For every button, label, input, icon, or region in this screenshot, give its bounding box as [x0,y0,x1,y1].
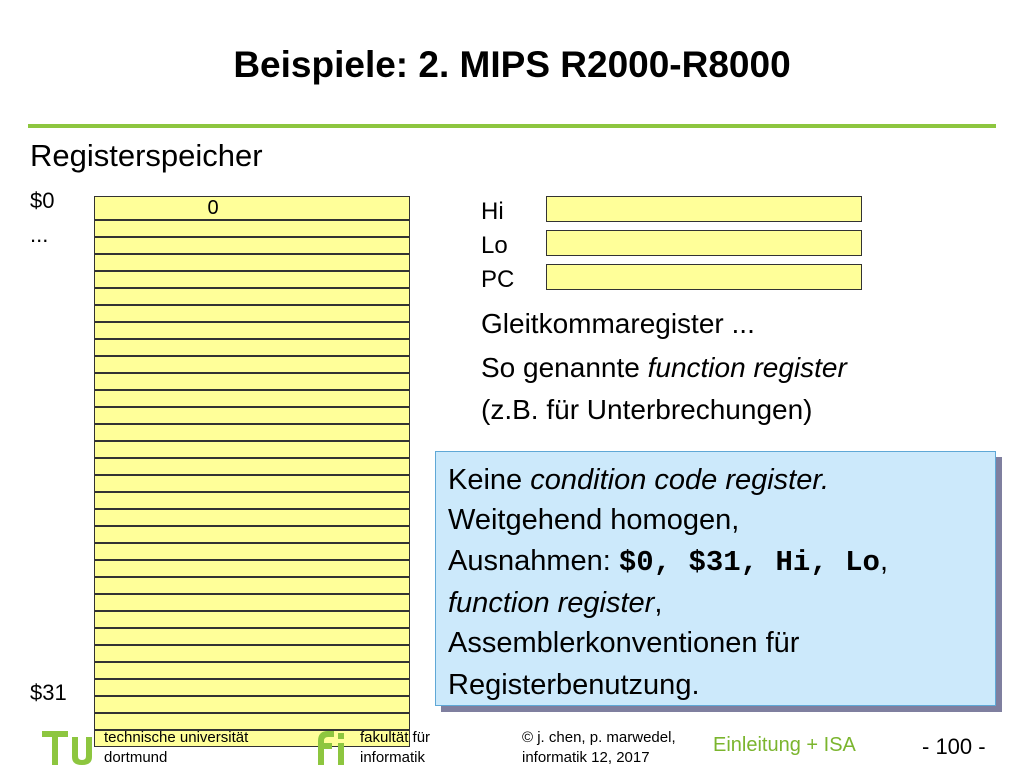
reg-label-first: $0 [30,188,55,213]
register-8 [94,339,410,356]
register-0-value: 0 [207,197,219,219]
register-12 [94,407,410,424]
register-6 [94,305,410,322]
register-file [94,196,410,690]
tu-logo-icon [42,727,98,767]
register-1 [94,220,410,237]
register-17 [94,492,410,509]
pc-register [546,264,862,290]
page-number: - 100 - [922,734,986,759]
footer-university: technische universität dortmund [104,729,249,766]
register-19 [94,526,410,543]
register-25 [94,628,410,645]
footer-topic: Einleitung + ISA [713,734,856,756]
note-interrupts: (z.B. für Unterbrechungen) [481,394,813,425]
register-7 [94,322,410,339]
register-15 [94,458,410,475]
callout-line-3: Ausnahmen: $0, $31, Hi, Lo, [448,545,888,579]
register-14 [94,441,410,458]
register-29 [94,696,410,713]
hi-label: Hi [481,198,504,225]
register-2 [94,237,410,254]
register-28 [94,679,410,696]
register-18 [94,509,410,526]
section-heading: Registerspeicher [30,138,263,173]
callout-line-5: Assemblerkonventionen für [448,627,800,659]
hi-register [546,196,862,222]
register-27 [94,662,410,679]
register-24 [94,611,410,628]
register-0 [94,196,410,220]
callout-line-4: function register, [448,587,663,619]
register-23 [94,594,410,611]
callout-box [435,451,996,706]
footer-copyright: © j. chen, p. marwedel, informatik 12, 2017 [522,729,676,766]
pc-label: PC [481,266,515,293]
fi-logo-icon [310,727,354,767]
lo-register [546,230,862,256]
register-3 [94,254,410,271]
register-9 [94,356,410,373]
note-function-register: So genannte function register [481,352,847,383]
register-20 [94,543,410,560]
register-16 [94,475,410,492]
register-5 [94,288,410,305]
footer-faculty: fakultät für informatik [360,729,431,766]
register-10 [94,373,410,390]
register-13 [94,424,410,441]
register-22 [94,577,410,594]
page-title: Beispiele: 2. MIPS R2000-R8000 [233,44,791,85]
reg-label-last: $31 [30,680,67,705]
callout-line-1: Keine condition code register. [448,464,829,496]
register-21 [94,560,410,577]
note-float-registers: Gleitkommaregister ... [481,308,755,339]
callout-line-6: Registerbenutzung. [448,669,700,701]
lo-label: Lo [481,232,508,259]
reg-label-ellipsis: ... [30,222,49,247]
register-26 [94,645,410,662]
register-11 [94,390,410,407]
title-divider [28,124,996,128]
callout-line-2: Weitgehend homogen, [448,504,740,536]
register-4 [94,271,410,288]
